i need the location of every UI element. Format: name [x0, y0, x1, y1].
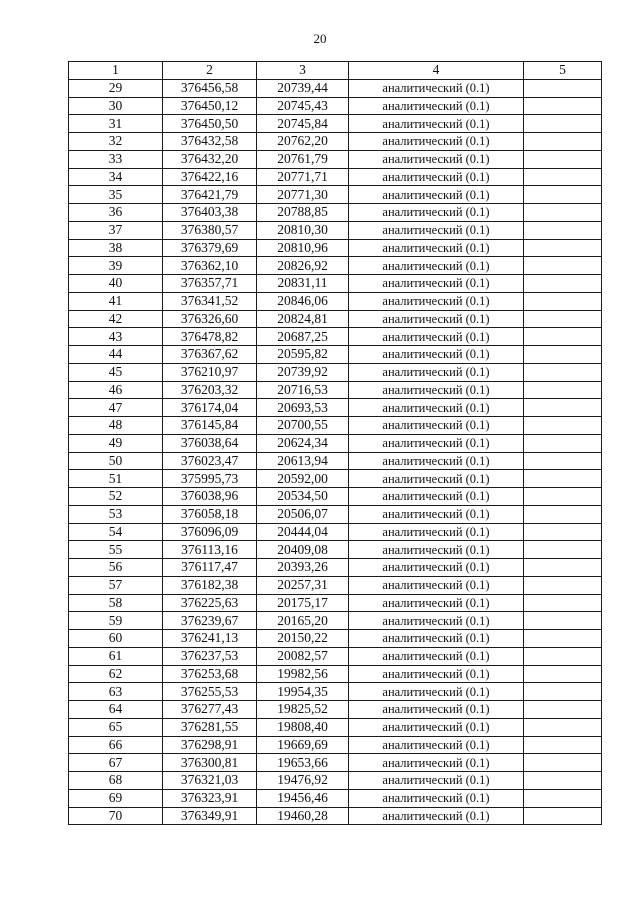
table-row: [69, 204, 602, 222]
table-row: [69, 275, 602, 293]
note-cell: [524, 789, 602, 807]
method-cell: аналитический (0.1): [349, 310, 524, 328]
note-cell: [524, 292, 602, 310]
y-coordinate-cell: 20700,55: [257, 417, 349, 435]
method-cell: аналитический (0.1): [349, 576, 524, 594]
note-cell: [524, 559, 602, 577]
note-cell: [524, 115, 602, 133]
table-row: [69, 772, 602, 790]
point-number-cell: 47: [69, 399, 163, 417]
point-number-cell: 40: [69, 275, 163, 293]
y-coordinate-cell: 20745,43: [257, 97, 349, 115]
note-cell: [524, 701, 602, 719]
x-coordinate-cell: 376023,47: [163, 452, 257, 470]
method-cell: аналитический (0.1): [349, 292, 524, 310]
y-coordinate-cell: 20595,82: [257, 346, 349, 364]
point-number-cell: 61: [69, 647, 163, 665]
y-coordinate-cell: 20788,85: [257, 204, 349, 222]
point-number-cell: 36: [69, 204, 163, 222]
note-cell: [524, 576, 602, 594]
table-row: [69, 79, 602, 97]
note-cell: [524, 275, 602, 293]
y-coordinate-cell: 20716,53: [257, 381, 349, 399]
table-row: [69, 97, 602, 115]
point-number-cell: 48: [69, 417, 163, 435]
y-coordinate-cell: 20810,96: [257, 239, 349, 257]
x-coordinate-cell: 376403,38: [163, 204, 257, 222]
y-coordinate-cell: 19982,56: [257, 665, 349, 683]
point-number-cell: 67: [69, 754, 163, 772]
note-cell: [524, 754, 602, 772]
header-col-1: 1: [69, 62, 163, 80]
table-row: [69, 186, 602, 204]
note-cell: [524, 168, 602, 186]
method-cell: аналитический (0.1): [349, 630, 524, 648]
y-coordinate-cell: 19954,35: [257, 683, 349, 701]
page-number: 20: [313, 31, 327, 46]
method-cell: аналитический (0.1): [349, 434, 524, 452]
x-coordinate-cell: 376349,91: [163, 807, 257, 825]
y-coordinate-cell: 19825,52: [257, 701, 349, 719]
y-coordinate-cell: 20739,92: [257, 363, 349, 381]
table-row: [69, 434, 602, 452]
note-cell: [524, 257, 602, 275]
y-coordinate-cell: 20831,11: [257, 275, 349, 293]
table-row: [69, 612, 602, 630]
point-number-cell: 46: [69, 381, 163, 399]
table-row: [69, 399, 602, 417]
y-coordinate-cell: 20624,34: [257, 434, 349, 452]
table-row: [69, 807, 602, 825]
method-cell: аналитический (0.1): [349, 488, 524, 506]
note-cell: [524, 221, 602, 239]
table-row: [69, 221, 602, 239]
point-number-cell: 31: [69, 115, 163, 133]
method-cell: аналитический (0.1): [349, 133, 524, 151]
point-number-cell: 37: [69, 221, 163, 239]
method-cell: аналитический (0.1): [349, 718, 524, 736]
table-row: [69, 505, 602, 523]
method-cell: аналитический (0.1): [349, 346, 524, 364]
y-coordinate-cell: 20824,81: [257, 310, 349, 328]
x-coordinate-cell: 376432,20: [163, 150, 257, 168]
method-cell: аналитический (0.1): [349, 257, 524, 275]
point-number-cell: 58: [69, 594, 163, 612]
x-coordinate-cell: 375995,73: [163, 470, 257, 488]
header-col-2: 2: [163, 62, 257, 80]
x-coordinate-cell: 376237,53: [163, 647, 257, 665]
method-cell: аналитический (0.1): [349, 97, 524, 115]
table-row: [69, 452, 602, 470]
y-coordinate-cell: 20846,06: [257, 292, 349, 310]
y-coordinate-cell: 20613,94: [257, 452, 349, 470]
method-cell: аналитический (0.1): [349, 452, 524, 470]
point-number-cell: 49: [69, 434, 163, 452]
note-cell: [524, 612, 602, 630]
table-row: [69, 647, 602, 665]
method-cell: аналитический (0.1): [349, 275, 524, 293]
y-coordinate-cell: 20393,26: [257, 559, 349, 577]
x-coordinate-cell: 376281,55: [163, 718, 257, 736]
table-row: [69, 239, 602, 257]
x-coordinate-cell: 376450,12: [163, 97, 257, 115]
table-row: [69, 576, 602, 594]
note-cell: [524, 381, 602, 399]
table-row: [69, 470, 602, 488]
x-coordinate-cell: 376456,58: [163, 79, 257, 97]
note-cell: [524, 665, 602, 683]
x-coordinate-cell: 376341,52: [163, 292, 257, 310]
point-number-cell: 55: [69, 541, 163, 559]
x-coordinate-cell: 376239,67: [163, 612, 257, 630]
table-row: [69, 523, 602, 541]
x-coordinate-cell: 376422,16: [163, 168, 257, 186]
table-body: [69, 79, 602, 825]
table-row: [69, 594, 602, 612]
x-coordinate-cell: 376478,82: [163, 328, 257, 346]
y-coordinate-cell: 20150,22: [257, 630, 349, 648]
method-cell: аналитический (0.1): [349, 399, 524, 417]
table-row: [69, 150, 602, 168]
note-cell: [524, 133, 602, 151]
header-col-5: 5: [524, 62, 602, 80]
method-cell: аналитический (0.1): [349, 789, 524, 807]
point-number-cell: 53: [69, 505, 163, 523]
y-coordinate-cell: 19808,40: [257, 718, 349, 736]
x-coordinate-cell: 376174,04: [163, 399, 257, 417]
note-cell: [524, 807, 602, 825]
y-coordinate-cell: 20761,79: [257, 150, 349, 168]
note-cell: [524, 346, 602, 364]
note-cell: [524, 505, 602, 523]
y-coordinate-cell: 19669,69: [257, 736, 349, 754]
note-cell: [524, 647, 602, 665]
x-coordinate-cell: 376357,71: [163, 275, 257, 293]
note-cell: [524, 363, 602, 381]
point-number-cell: 35: [69, 186, 163, 204]
y-coordinate-cell: 19653,66: [257, 754, 349, 772]
point-number-cell: 41: [69, 292, 163, 310]
x-coordinate-cell: 376203,32: [163, 381, 257, 399]
table-row: [69, 133, 602, 151]
x-coordinate-cell: 376300,81: [163, 754, 257, 772]
note-cell: [524, 772, 602, 790]
point-number-cell: 33: [69, 150, 163, 168]
point-number-cell: 30: [69, 97, 163, 115]
note-cell: [524, 239, 602, 257]
y-coordinate-cell: 20771,71: [257, 168, 349, 186]
y-coordinate-cell: 20762,20: [257, 133, 349, 151]
table-row: [69, 559, 602, 577]
note-cell: [524, 186, 602, 204]
note-cell: [524, 97, 602, 115]
method-cell: аналитический (0.1): [349, 381, 524, 399]
method-cell: аналитический (0.1): [349, 328, 524, 346]
table-row: [69, 736, 602, 754]
note-cell: [524, 434, 602, 452]
x-coordinate-cell: 376323,91: [163, 789, 257, 807]
point-number-cell: 63: [69, 683, 163, 701]
x-coordinate-cell: 376225,63: [163, 594, 257, 612]
table-row: [69, 346, 602, 364]
note-cell: [524, 204, 602, 222]
x-coordinate-cell: 376362,10: [163, 257, 257, 275]
y-coordinate-cell: 19456,46: [257, 789, 349, 807]
x-coordinate-cell: 376255,53: [163, 683, 257, 701]
table-row: [69, 381, 602, 399]
table-row: [69, 363, 602, 381]
y-coordinate-cell: 19460,28: [257, 807, 349, 825]
method-cell: аналитический (0.1): [349, 523, 524, 541]
x-coordinate-cell: 376253,68: [163, 665, 257, 683]
x-coordinate-cell: 376450,50: [163, 115, 257, 133]
note-cell: [524, 79, 602, 97]
point-number-cell: 34: [69, 168, 163, 186]
x-coordinate-cell: 376241,13: [163, 630, 257, 648]
method-cell: аналитический (0.1): [349, 470, 524, 488]
note-cell: [524, 718, 602, 736]
x-coordinate-cell: 376421,79: [163, 186, 257, 204]
table-row: [69, 683, 602, 701]
point-number-cell: 52: [69, 488, 163, 506]
point-number-cell: 66: [69, 736, 163, 754]
table-row: [69, 488, 602, 506]
point-number-cell: 43: [69, 328, 163, 346]
method-cell: аналитический (0.1): [349, 594, 524, 612]
method-cell: аналитический (0.1): [349, 665, 524, 683]
table-header: [69, 62, 602, 80]
method-cell: аналитический (0.1): [349, 736, 524, 754]
method-cell: аналитический (0.1): [349, 221, 524, 239]
point-number-cell: 50: [69, 452, 163, 470]
y-coordinate-cell: 20592,00: [257, 470, 349, 488]
note-cell: [524, 523, 602, 541]
method-cell: аналитический (0.1): [349, 115, 524, 133]
point-number-cell: 70: [69, 807, 163, 825]
table-row: [69, 630, 602, 648]
table-row: [69, 718, 602, 736]
y-coordinate-cell: 19476,92: [257, 772, 349, 790]
table-row: [69, 168, 602, 186]
point-number-cell: 39: [69, 257, 163, 275]
note-cell: [524, 594, 602, 612]
coordinates-table: [68, 61, 602, 825]
x-coordinate-cell: 376321,03: [163, 772, 257, 790]
point-number-cell: 64: [69, 701, 163, 719]
method-cell: аналитический (0.1): [349, 150, 524, 168]
table-row: [69, 665, 602, 683]
y-coordinate-cell: 20687,25: [257, 328, 349, 346]
header-col-4: 4: [349, 62, 524, 80]
y-coordinate-cell: 20444,04: [257, 523, 349, 541]
y-coordinate-cell: 20506,07: [257, 505, 349, 523]
y-coordinate-cell: 20257,31: [257, 576, 349, 594]
y-coordinate-cell: 20409,08: [257, 541, 349, 559]
x-coordinate-cell: 376326,60: [163, 310, 257, 328]
x-coordinate-cell: 376113,16: [163, 541, 257, 559]
point-number-cell: 38: [69, 239, 163, 257]
y-coordinate-cell: 20745,84: [257, 115, 349, 133]
point-number-cell: 32: [69, 133, 163, 151]
method-cell: аналитический (0.1): [349, 612, 524, 630]
x-coordinate-cell: 376298,91: [163, 736, 257, 754]
method-cell: аналитический (0.1): [349, 647, 524, 665]
point-number-cell: 51: [69, 470, 163, 488]
method-cell: аналитический (0.1): [349, 754, 524, 772]
table-row: [69, 789, 602, 807]
point-number-cell: 59: [69, 612, 163, 630]
note-cell: [524, 310, 602, 328]
x-coordinate-cell: 376145,84: [163, 417, 257, 435]
note-cell: [524, 736, 602, 754]
x-coordinate-cell: 376367,62: [163, 346, 257, 364]
method-cell: аналитический (0.1): [349, 772, 524, 790]
table-row: [69, 754, 602, 772]
note-cell: [524, 630, 602, 648]
method-cell: аналитический (0.1): [349, 559, 524, 577]
method-cell: аналитический (0.1): [349, 186, 524, 204]
y-coordinate-cell: 20693,53: [257, 399, 349, 417]
x-coordinate-cell: 376277,43: [163, 701, 257, 719]
method-cell: аналитический (0.1): [349, 807, 524, 825]
x-coordinate-cell: 376058,18: [163, 505, 257, 523]
y-coordinate-cell: 20826,92: [257, 257, 349, 275]
point-number-cell: 57: [69, 576, 163, 594]
point-number-cell: 56: [69, 559, 163, 577]
method-cell: аналитический (0.1): [349, 505, 524, 523]
y-coordinate-cell: 20771,30: [257, 186, 349, 204]
table-row: [69, 417, 602, 435]
point-number-cell: 60: [69, 630, 163, 648]
method-cell: аналитический (0.1): [349, 363, 524, 381]
method-cell: аналитический (0.1): [349, 204, 524, 222]
y-coordinate-cell: 20165,20: [257, 612, 349, 630]
x-coordinate-cell: 376096,09: [163, 523, 257, 541]
note-cell: [524, 150, 602, 168]
point-number-cell: 54: [69, 523, 163, 541]
x-coordinate-cell: 376117,47: [163, 559, 257, 577]
header-col-3: 3: [257, 62, 349, 80]
point-number-cell: 68: [69, 772, 163, 790]
header-row: [69, 62, 602, 80]
y-coordinate-cell: 20810,30: [257, 221, 349, 239]
note-cell: [524, 470, 602, 488]
note-cell: [524, 683, 602, 701]
x-coordinate-cell: 376182,38: [163, 576, 257, 594]
point-number-cell: 45: [69, 363, 163, 381]
point-number-cell: 42: [69, 310, 163, 328]
method-cell: аналитический (0.1): [349, 417, 524, 435]
x-coordinate-cell: 376210,97: [163, 363, 257, 381]
table-row: [69, 541, 602, 559]
note-cell: [524, 399, 602, 417]
note-cell: [524, 452, 602, 470]
table-row: [69, 328, 602, 346]
table-row: [69, 310, 602, 328]
table-row: [69, 701, 602, 719]
x-coordinate-cell: 376038,96: [163, 488, 257, 506]
method-cell: аналитический (0.1): [349, 79, 524, 97]
x-coordinate-cell: 376432,58: [163, 133, 257, 151]
point-number-cell: 44: [69, 346, 163, 364]
note-cell: [524, 541, 602, 559]
method-cell: аналитический (0.1): [349, 701, 524, 719]
table-row: [69, 292, 602, 310]
x-coordinate-cell: 376379,69: [163, 239, 257, 257]
point-number-cell: 65: [69, 718, 163, 736]
note-cell: [524, 488, 602, 506]
x-coordinate-cell: 376380,57: [163, 221, 257, 239]
y-coordinate-cell: 20082,57: [257, 647, 349, 665]
note-cell: [524, 328, 602, 346]
method-cell: аналитический (0.1): [349, 239, 524, 257]
y-coordinate-cell: 20175,17: [257, 594, 349, 612]
table-row: [69, 257, 602, 275]
point-number-cell: 62: [69, 665, 163, 683]
y-coordinate-cell: 20739,44: [257, 79, 349, 97]
x-coordinate-cell: 376038,64: [163, 434, 257, 452]
table-row: [69, 115, 602, 133]
method-cell: аналитический (0.1): [349, 683, 524, 701]
method-cell: аналитический (0.1): [349, 541, 524, 559]
y-coordinate-cell: 20534,50: [257, 488, 349, 506]
note-cell: [524, 417, 602, 435]
point-number-cell: 69: [69, 789, 163, 807]
method-cell: аналитический (0.1): [349, 168, 524, 186]
point-number-cell: 29: [69, 79, 163, 97]
